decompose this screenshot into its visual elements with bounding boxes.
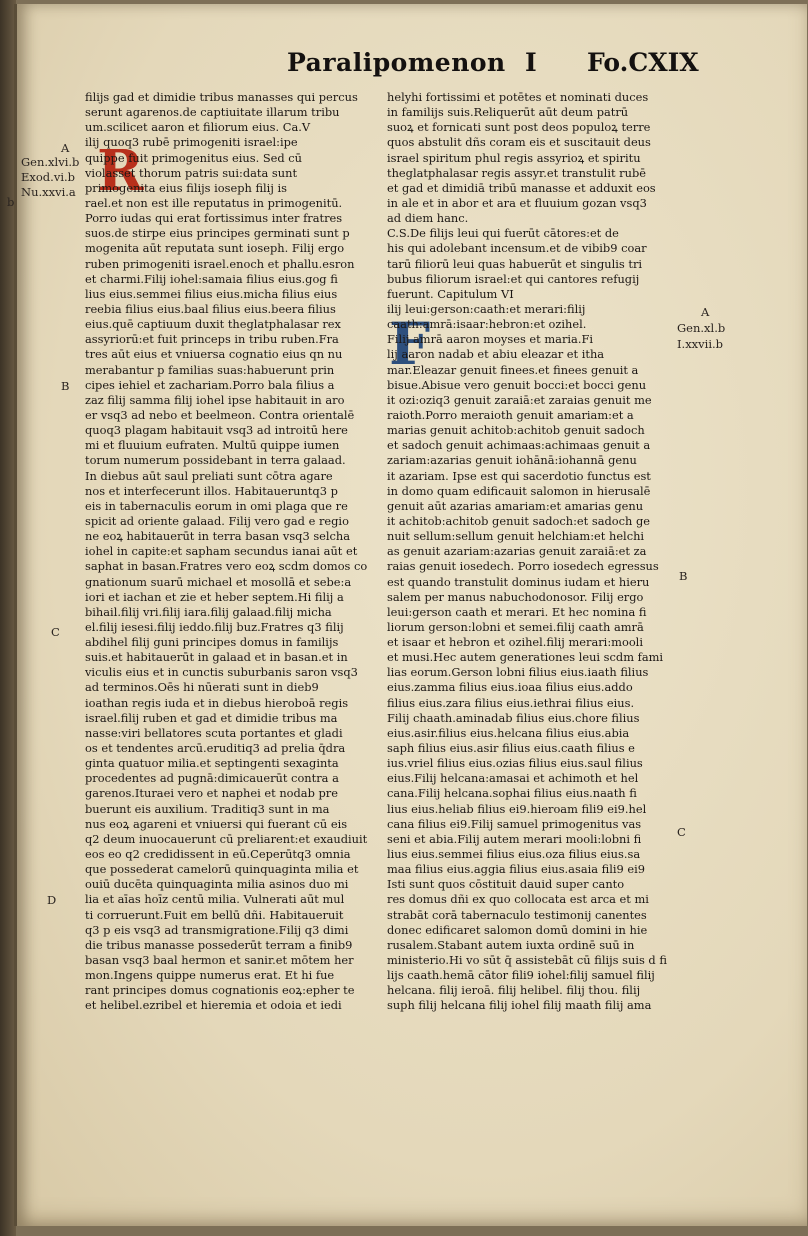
text-line: suoꝝ et fornicati sunt post deos populoꝝ terre — [387, 120, 651, 135]
text-line: saph filius eius.asir filius eius.caath filius e — [387, 741, 635, 756]
text-line: helcana. filij ieroā. filij helibel. filij thou. filij — [387, 983, 641, 998]
text-line: israel spiritum phul regis assyrioꝝ et spiritu — [387, 150, 641, 165]
text-line: lijs caath.hemā cātor fili9 iohel:filij samuel filij — [387, 968, 655, 983]
text-line: ruben primogeniti israel.enoch et phallu.esron — [85, 256, 355, 271]
text-line: leui:gerson caath et merari. Et hec nomina fi — [387, 604, 647, 619]
text-line: ilij leui:gerson:caath:et merari:filij — [387, 301, 586, 316]
text-line: maa filius eius.aggia filius eius.asaia fili9 ei9 — [387, 862, 646, 877]
text-line: tarū filiorū leui quas habuerūt et singulis tri — [387, 256, 643, 271]
text-line: eos eo q2 credidissent in eū.Ceperūtq3 omnia — [85, 847, 351, 862]
text-line: nasse:viri bellatores scuta portantes et gladi — [85, 725, 343, 740]
text-line: Porro iudas qui erat fortissimus inter fratres — [85, 211, 343, 226]
text-line: zaz filij samma filij iohel ipse habitauit in aro — [85, 392, 345, 407]
text-line: gnationum suarū michael et mosollā et sebe:a — [85, 574, 352, 589]
text-line: seni et abia.Filij autem merari mooli:lobni fi — [387, 831, 642, 846]
text-line: eius.asir.filius eius.helcana filius eius.abia — [387, 725, 630, 740]
text-line: Filij amrā aaron moyses et maria.Fi — [387, 332, 593, 347]
text-line: um.scilicet aaron et filiorum eius. Ca.V — [85, 120, 311, 135]
text-line: cipes iehiel et zachariam.Porro bala filius a — [85, 377, 335, 392]
text-line: os et tendentes arcū.eruditiq3 ad prelia q̄dra — [85, 741, 346, 756]
text-line: eis in tabernaculis eorum in omi plaga que re — [85, 498, 348, 513]
text-line: ne eoꝝ habitauerūt in terra basan vsq3 selcha — [85, 529, 351, 544]
text-line: donec edificaret salomon domū domini in hie — [387, 922, 648, 937]
book-page — [7, 4, 807, 1226]
text-line: rael.et non est ille reputatus in primogenitū. — [85, 195, 343, 210]
text-line: lius eius.heliab filius ei9.hieroam fili9 ei9.hel — [387, 801, 647, 816]
margin-letter-b-right: B — [679, 569, 688, 583]
margin-reference: Gen.xlvi.b — [21, 155, 80, 169]
margin-reference: Nu.xxvi.a — [21, 185, 76, 199]
text-line: lius eius.semmei filius eius.micha filius eius — [85, 286, 338, 301]
text-line: rusalem.Stabant autem iuxta ordinē suū in — [387, 937, 635, 952]
text-line: israel.filij ruben et gad et dimidie tribus ma — [85, 710, 338, 725]
text-line: res domus dñi ex quo collocata est arca et mi — [387, 892, 649, 907]
text-line: in familijs suis.Reliquerūt aūt deum patrū — [387, 105, 629, 120]
text-line: et helibel.ezribel et hieremia et odoia et iedi — [85, 998, 342, 1013]
text-line: que possederat camelorū quinquaginta milia et — [85, 862, 359, 877]
text-line: In diebus aūt saul preliati sunt cōtra agare — [85, 468, 333, 483]
text-line: zariam:azarias genuit iohānā:iohannā genu — [387, 453, 637, 468]
text-line: iori et iachan et zie et heber septem.Hi filij a — [85, 589, 344, 604]
text-line: rant principes domus cognationis eoꝝ:epher te — [85, 983, 355, 998]
text-line: C.S.De filijs leui qui fuerūt cātores:et de — [387, 226, 619, 241]
text-line: basan vsq3 baal hermon et sanir.et mōtem her — [85, 953, 354, 968]
text-line: q2 deum inuocauerunt cū preliarent:et exaudiuit — [85, 831, 368, 846]
text-line: merabantur p familias suas:habuerunt prin — [85, 362, 335, 377]
text-line: die tribus manasse possederūt terram a finib9 — [85, 937, 353, 952]
text-line: eius.quē captiuum duxit theglatphalasar rex — [85, 317, 341, 332]
text-line: lias eorum.Gerson lobni filius eius.iaath filius — [387, 665, 649, 680]
text-line: lius eius.semmei filius eius.oza filius eius.sa — [387, 847, 641, 862]
text-line: it achitob:achitob genuit sadoch:et sadoch ge — [387, 513, 651, 528]
text-line: ad terminos.Oēs hi nūerati sunt in dieb9 — [85, 680, 319, 695]
text-line: nus eoꝝ agareni et vniuersi qui fuerant cū eis — [85, 816, 348, 831]
text-line: suis.et habitauerūt in galaad et in basan.et in — [85, 650, 348, 665]
text-line: primogenita eius filijs ioseph filij is — [85, 180, 287, 195]
text-line: iohel in capite:et sapham secundus ianai aūt et — [85, 544, 358, 559]
text-line: eius.Filij helcana:amasai et achimoth et hel — [387, 771, 639, 786]
text-line: lij aaron nadab et abiu eleazar et itha — [387, 347, 605, 362]
decorated-initial-left: R — [97, 138, 144, 204]
text-line: assyriorū:et fuit princeps in tribu ruben.Fra — [85, 332, 339, 347]
text-line: ius.vriel filius eius.ozias filius eius.saul filius — [387, 756, 643, 771]
text-line: helyhi fortissimi et potētes et nominati duces — [387, 90, 649, 104]
margin-letter-a: A — [61, 141, 70, 155]
text-line: in ale et in abor et ara et fluuium gozan vsq3 — [387, 195, 647, 210]
text-line: et gad et dimidiā tribū manasse et adduxit eos — [387, 180, 656, 195]
text-line: spicit ad oriente galaad. Filij vero gad e regio — [85, 513, 349, 528]
decorated-initial-right: F — [389, 310, 431, 378]
running-title: Paralipomenon — [287, 48, 506, 77]
text-line: saphat in basan.Fratres vero eoꝝ scdm domos co — [85, 559, 368, 574]
text-line: garenos.Ituraei vero et naphei et nodab pre — [85, 786, 338, 801]
text-line: in domo quam edificauit salomon in hierusalē — [387, 483, 651, 498]
text-line: ti corruerunt.Fuit em bellū dñi. Habitaueruit — [85, 907, 344, 922]
text-line: serunt agarenos.de captiuitate illarum tribu — [85, 105, 340, 120]
text-line: ioathan regis iuda et in diebus hieroboā regis — [85, 695, 349, 710]
text-line: raioth.Porro meraioth genuit amariam:et a — [387, 407, 634, 422]
text-line: procedentes ad pugnā:dimicauerūt contra a — [85, 771, 339, 786]
text-line: el.filij iesesi.filij ieddo.filij buz.Fratres q3 filij — [85, 619, 344, 634]
text-line: et charmi.Filij iohel:samaia filius eius.gog fi — [85, 271, 338, 286]
text-line: salem per manus nabuchodonosor. Filij ergo — [387, 589, 644, 604]
text-line: nuit sellum:sellum genuit helchiam:et helchi — [387, 529, 645, 544]
text-line: filijs gad et dimidie tribus manasses qui percus — [85, 90, 358, 104]
text-line: eius.zamma filius eius.ioaa filius eius.addo — [387, 680, 633, 695]
text-line: quoq3 plagam habitauit vsq3 ad introitū here — [85, 423, 348, 438]
text-line: cana filius ei9.Filij samuel primogenitus vas — [387, 816, 642, 831]
text-line: it azariam. Ipse est qui sacerdotio functus est — [387, 468, 651, 483]
margin-reference-right: I.xxvii.b — [677, 337, 724, 351]
text-line: et musi.Hec autem generationes leui scdm fami — [387, 650, 664, 665]
text-line: mar.Eleazar genuit finees.et finees genuit a — [387, 362, 639, 377]
text-line: violasset thorum patris sui:data sunt — [85, 165, 298, 180]
text-line: q3 p eis vsq3 ad transmigratione.Filij q3 dimi — [85, 922, 349, 937]
margin-letter: b — [7, 195, 15, 209]
text-line: reebia filius eius.baal filius eius.beera filius — [85, 301, 336, 316]
text-line: strabāt corā tabernaculo testimonij canentes — [387, 907, 647, 922]
text-line: er vsq3 ad nebo et beelmeon. Contra orientalē — [85, 407, 355, 422]
text-line: bubus filiorum israel:et qui cantores refugij — [387, 271, 640, 286]
margin-reference-right: Gen.xl.b — [677, 321, 726, 335]
text-line: torum numerum possidebant in terra galaad. — [85, 453, 346, 468]
text-line: quos abstulit dñs coram eis et suscitauit deus — [387, 135, 651, 150]
text-line: suph filij helcana filij iohel filij maath filij ama — [387, 998, 652, 1013]
text-line: genuit aūt azarias amariam:et amarias genu — [387, 498, 644, 513]
text-line: nos et interfecerunt illos. Habitaueruntq3 p — [85, 483, 338, 498]
text-line: et isaar et hebron et ozihel.filij merari:mooli — [387, 635, 643, 650]
margin-letter-b: B — [61, 379, 70, 393]
text-line: ouiū ducēta quinquaginta milia asinos duo mi — [85, 877, 349, 892]
text-line: ilij quoq3 rubē primogeniti israel:ipe — [85, 135, 298, 150]
text-line: it ozi:oziq3 genuit zaraiā:et zaraias genuit me — [387, 392, 652, 407]
text-line: suos.de stirpe eius principes germinati sunt p — [85, 226, 350, 241]
margin-reference: Exod.vi.b — [21, 170, 76, 184]
text-line: mogenita aūt reputata sunt ioseph. Filij ergo — [85, 241, 345, 256]
text-line: tres aūt eius et vniuersa cognatio eius qn nu — [85, 347, 343, 362]
text-line: liorum gerson:lobni et semei.filij caath amrā — [387, 619, 644, 634]
text-line: ministerio.Hi vo sūt q̄ assistebāt cū filijs suis d fi — [387, 953, 667, 968]
text-line: viculis eius et in cunctis suburbanis saron vsq3 — [85, 665, 358, 680]
margin-letter-d: D — [47, 893, 57, 907]
text-line: mi et fluuium eufraten. Multū quippe iumen — [85, 438, 340, 453]
text-column-left — [85, 90, 375, 1014]
text-line: lia et aīas hoīz centū milia. Vulnerati aūt mul — [85, 892, 345, 907]
text-line: as genuit azariam:azarias genuit zaraiā:et za — [387, 544, 647, 559]
margin-letter-c-right: C — [677, 825, 686, 839]
text-line: bisue.Abisue vero genuit bocci:et bocci genu — [387, 377, 647, 392]
text-line: buerunt eis auxilium. Traditiq3 sunt in ma — [85, 801, 330, 816]
text-line: et sadoch genuit achimaas:achimaas genuit a — [387, 438, 651, 453]
folio-number: Fo.CXIX — [587, 48, 699, 77]
text-line: Isti sunt quos cōstituit dauid super canto — [387, 877, 625, 892]
text-column-right — [387, 90, 679, 1014]
text-line: theglatphalasar regis assyr.et transtulit rubē — [387, 165, 646, 180]
margin-letter-a-right: A — [701, 305, 710, 319]
text-line: abdihel filij guni principes domus in familijs — [85, 635, 339, 650]
text-line: est quando transtulit dominus iudam et hieru — [387, 574, 650, 589]
text-line: filius eius.zara filius eius.iethrai filius eius. — [387, 695, 635, 710]
text-line: quippe fuit primogenitus eius. Sed cū — [85, 150, 303, 165]
text-line: his qui adolebant incensum.et de vibib9 coar — [387, 241, 647, 256]
margin-letter-c: C — [51, 625, 60, 639]
text-line: fuerunt. Capitulum VI — [387, 286, 514, 301]
text-line: ad diem hanc. — [387, 211, 469, 226]
text-line: Filij chaath.aminadab filius eius.chore filius — [387, 710, 640, 725]
book-number: I — [525, 48, 537, 77]
text-line: mon.Ingens quippe numerus erat. Et hi fue — [85, 968, 335, 983]
text-line: marias genuit achitob:achitob genuit sadoch — [387, 423, 645, 438]
text-line: cana.Filij helcana.sophai filius eius.naath fi — [387, 786, 637, 801]
text-line: raias genuit iosedech. Porro iosedech egressus — [387, 559, 659, 574]
text-line: bihail.filij vri.filij iara.filij galaad.filij micha — [85, 604, 332, 619]
text-line: caath:amrā:isaar:hebron:et ozihel. — [387, 317, 587, 332]
text-line: ginta quatuor milia.et septingenti sexaginta — [85, 756, 339, 771]
